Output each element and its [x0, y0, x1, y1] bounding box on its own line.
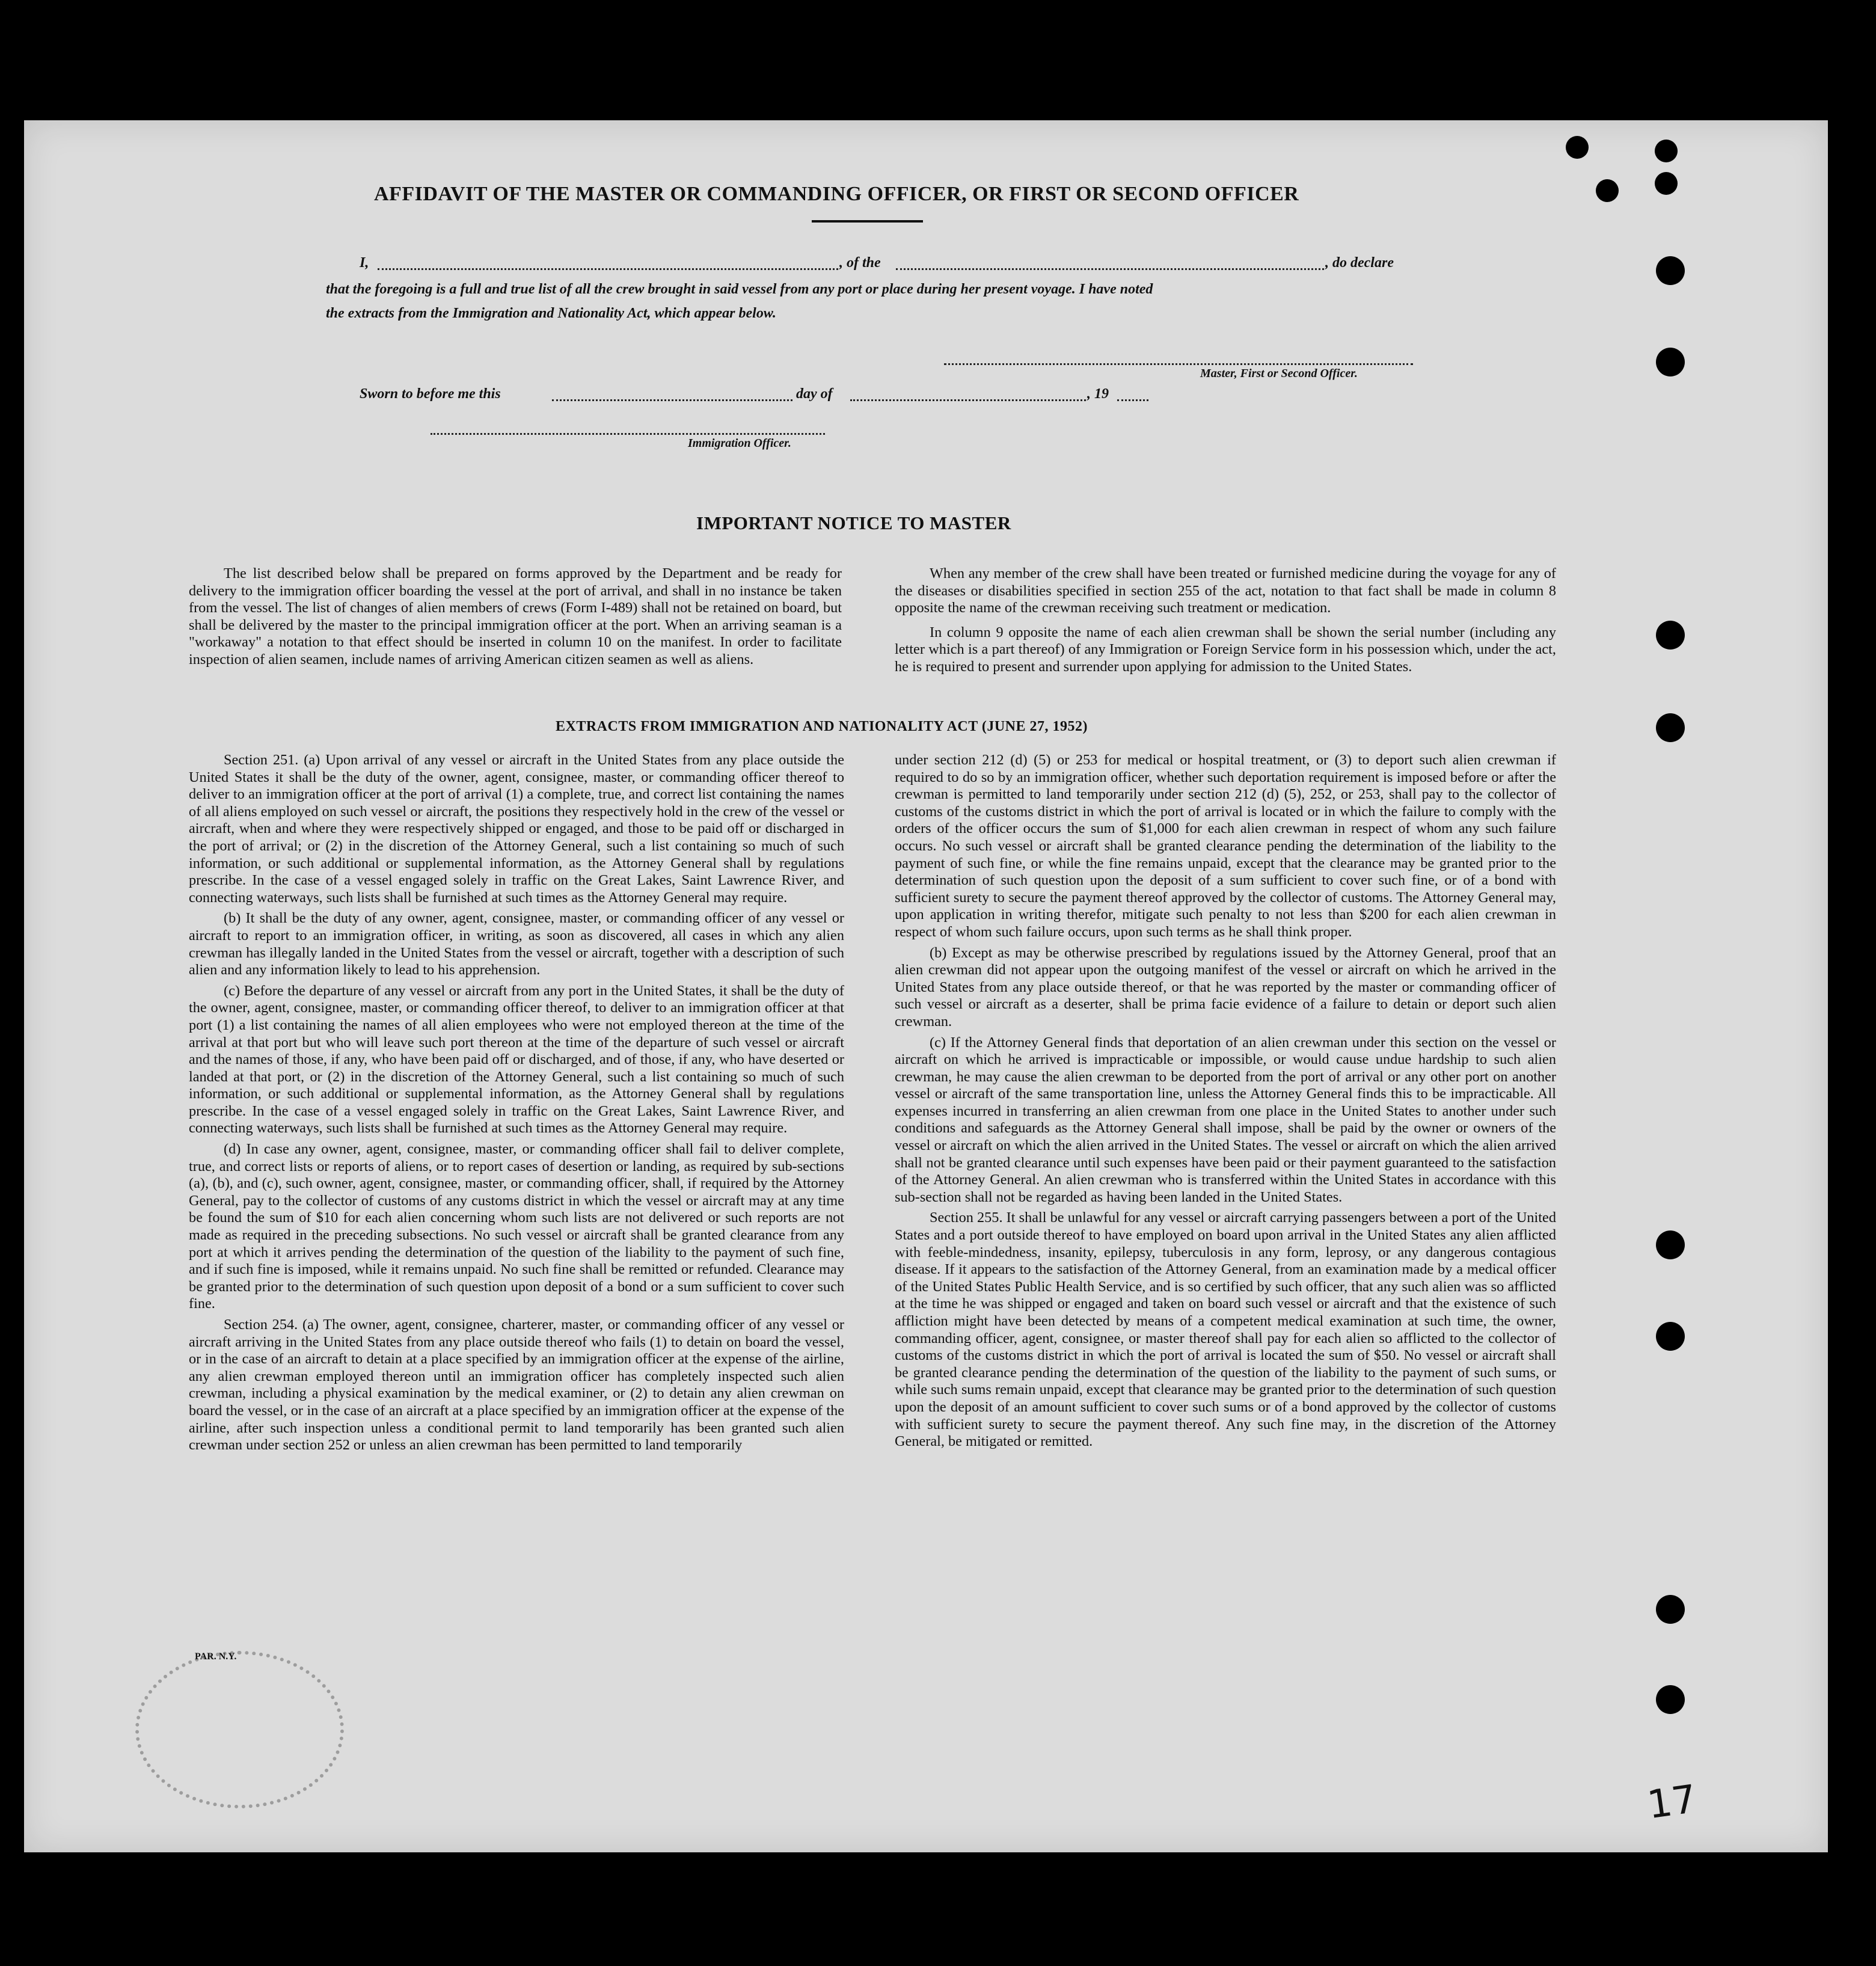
seal-stamp [135, 1651, 344, 1808]
punch-hole [1656, 713, 1685, 742]
handwritten-page-number: 17 [1645, 1777, 1700, 1828]
declaration-line-2: the extracts from the Immigration and Nationality Act, which appear below. [326, 306, 776, 321]
notice-left-column [189, 565, 842, 669]
officer-signature-field[interactable] [431, 433, 825, 435]
punch-hole [1656, 1230, 1685, 1259]
master-signature-field[interactable] [944, 363, 1413, 365]
officer-signature-label: Immigration Officer. [688, 437, 791, 450]
notice-right-paragraph-1: When any member of the crew shall have been treated or furnished medicine during the voyage for any of the diseases or disabilities specified in section 255 of the act, notation to that fact shall be made in column 8 opposite the name of the crewman receiving such treatment or medication. [895, 565, 1556, 616]
section-255: Section 255. It shall be unlawful for any vessel or aircraft carrying passengers between a port of the United States and a port outside thereof to have employed on board upon arrival in the United States any alien afflicted with feeble-mindedness, insanity, epilepsy, tuberculosis in any form, leprosy, or any dangerous contagious disease. If it appears to the satisfaction of the Attorney General, from an examination made by a medical officer of the United States Public Health Service, and is so certified by such officer, that any such alien was so afflicted at the time he was shipped or engaged and taken on board such vessel or aircraft and that the existence of such affliction might have been detected by means of a competent medical examination at such time, the owner, commanding officer, agent, consignee, or master thereof shall pay for each alien so afflicted to the collector of customs of the customs district in which the port of arrival is located the sum of $50. No vessel or aircraft shall be granted clearance pending the determination of the question of the liability to the payment of such sums, or while such sums remain unpaid, except that clearance may be granted prior to the determination of such question upon the deposit of an amount sufficient to cover such sums or of a bond approved by the collector of customs with sufficient surety to secure the payment thereof. Any such fine may, in the discretion of the Attorney General, be mitigated or remitted. [895, 1209, 1556, 1450]
title-rule [812, 220, 923, 223]
punch-hole [1656, 256, 1685, 285]
section-254c: (c) If the Attorney General finds that deportation of an alien crewman under this section on the vessel or aircraft on which he arrived is impracticable or impossible, or would cause undue hardship to such alien crewman, he may cause the alien crewman to be deported from the port of arrival or any other port on another vessel or aircraft of the same transportation line, unless the Attorney General finds this to be impracticable. All expenses incurred in transferring an alien crewman from one place in the United States to another under such conditions and safeguards as the Attorney General shall impose, shall be paid by the owner or owners of the vessel or aircraft on which the alien arrived in the United States. The vessel or aircraft on which the alien arrived shall not be granted clearance until such expenses have been paid or their payment guaranteed to the satisfaction of the Attorney General. An alien crewman who is transferred within the United States in accordance with this sub-section shall not be regarded as having been landed in the United States. [895, 1034, 1556, 1205]
declarant-label: I, [360, 255, 369, 271]
section-251a: Section 251. (a) Upon arrival of any vessel or aircraft in the United States from any place outside the United States it shall be the duty of the owner, agent, consignee, master, or commanding officer thereof to deliver to an immigration officer at the port of arrival (1) a complete, true, and correct list containing the names of all aliens employed on such vessel or aircraft, the positions they respectively hold in the crew of the vessel or aircraft, when and where they were respectively shipped or engaged, and those to be paid off or discharged in the port of arrival; or (2) in the discretion of the Attorney General, such a list containing so much of such information, or such additional or supplemental information, as the Attorney General shall by regulations prescribe. In the case of a vessel engaged solely in traffic on the Great Lakes, Saint Lawrence River, and connecting waterways, such lists shall be furnished at such times as the Attorney General may require. [189, 752, 844, 906]
extracts-title: EXTRACTS FROM IMMIGRATION AND NATIONALITY ACT (JUNE 27, 1952) [556, 719, 1088, 734]
declarant-name-field[interactable] [378, 268, 838, 270]
extracts-right-column [895, 752, 1556, 1451]
notice-left-paragraph: The list described below shall be prepared on forms approved by the Department and be ready for delivery to the immigration officer boarding the vessel at the port of arrival, and shall in no instance be taken from the vessel. The list of changes of alien members of crews (Form I-489) shall not be retained on board, but shall be delivered by the master to the principal immigration officer at the port. When an arriving seaman is a "workaway" a notation to that effect should be inserted in column 10 on the manifest. In order to facilitate inspection of alien seamen, include names of arriving American citizen seamen as well as aliens. [189, 565, 842, 668]
sworn-month-field[interactable] [850, 399, 1086, 401]
punch-hole [1655, 172, 1678, 195]
punch-hole [1656, 621, 1685, 650]
printer-mark: PAR. N.Y. [195, 1651, 237, 1662]
master-signature-label: Master, First or Second Officer. [1200, 367, 1358, 380]
punch-hole [1656, 1595, 1685, 1624]
vessel-name-field[interactable] [896, 268, 1324, 270]
punch-hole [1655, 140, 1678, 162]
of-the-label: , of the [839, 255, 881, 271]
notice-title: IMPORTANT NOTICE TO MASTER [696, 512, 1011, 533]
punch-hole [1656, 348, 1685, 376]
section-254b: (b) Except as may be otherwise prescribed by regulations issued by the Attorney General, proof that an alien crewman did not appear upon the outgoing manifest of the vessel or aircraft on which he arrived in the United States from any place outside thereof, or that he was reported by the master or commanding officer of such vessel or aircraft as a deserter, shall be prima facie evidence of a failure to detain or deport such alien crewman. [895, 944, 1556, 1030]
sworn-day-field[interactable] [552, 399, 792, 401]
section-251c: (c) Before the departure of any vessel or aircraft from any port in the United States, it shall be the duty of the owner, agent, consignee, master, or commanding officer thereof, to deliver to an immigration officer at that port (1) a list containing the names of all alien employees who were not employed thereon at the time of the arrival at that port but who will leave such port thereon at the time of the departure of such vessel or aircraft and the names of those, if any, who have been paid off or discharged, and of those, if any, who have deserted or landed at that port, or (2) in the discretion of the Attorney General, such a list containing so much of such information, or such additional or supplemental information, as the Attorney General shall by regulations prescribe. In the case of a vessel engaged solely in traffic on the Great Lakes, Saint Lawrence River, and connecting waterways, such lists shall be furnished at such times as the Attorney General may require. [189, 982, 844, 1137]
extracts-left-column [189, 752, 844, 1454]
section-251d: (d) In case any owner, agent, consignee, master, or commanding officer shall fail to deliver complete, true, and correct lists or reports of aliens, or to report cases of desertion or landing, as required by sub-sections (a), (b), and (c), such owner, agent, consignee, master, or commanding officer, shall, if required by the Attorney General, pay to the collector of customs of any customs district in which the vessel or aircraft may at any time be found the sum of $10 for each alien concerning whom such lists are not delivered or such reports are not made as required in the preceding subsections. No such vessel or aircraft shall be granted clearance from any port at which it arrives pending the determination of the question of the liability to the payment of such fine, and if such fine is imposed, while it remains unpaid. No such fine shall be remitted or refunded. Clearance may be granted prior to the determination of such question upon deposit of a bond or a sum sufficient to cover such fine. [189, 1141, 844, 1312]
punch-hole [1566, 136, 1589, 159]
year-label: , 19 [1087, 386, 1109, 402]
do-declare-label: , do declare [1325, 255, 1394, 271]
declaration-line-1: that the foregoing is a full and true list of all the crew brought in said vessel from any port or place during her present voyage. I have noted [326, 281, 1153, 297]
affidavit-title: AFFIDAVIT OF THE MASTER OR COMMANDING OFFICER, OR FIRST OR SECOND OFFICER [374, 183, 1299, 205]
notice-right-column [895, 565, 1556, 676]
section-254a: Section 254. (a) The owner, agent, consignee, charterer, master, or commanding officer of any vessel or aircraft arriving in the United States from any place outside thereof who fails (1) to detain on board the vessel, or in the case of an aircraft to detain at a place specified by an immigration officer at the expense of the airline, any alien crewman employed thereon until an immigration officer has completely inspected such alien crewman, including a physical examination by the medical examiner, or (2) to detain any alien crewman on board the vessel, or in the case of an aircraft at a place specified by an immigration officer at the expense of the airline, after such inspection unless a conditional permit to land temporarily has been granted such alien crewman under section 252 or unless an alien crewman has been permitted to land temporarily [189, 1316, 844, 1454]
punch-hole [1656, 1322, 1685, 1351]
sworn-year-field[interactable] [1117, 399, 1148, 401]
section-254a-continued: under section 212 (d) (5) or 253 for medical or hospital treatment, or (3) to deport such alien crewman if required to do so by an immigration officer, whether such deportation requirement is imposed before or after the crewman is permitted to land temporarily under section 212 (d) (5), 252, or 253, shall pay to the collector of customs of the customs district in which the port of arrival is located or in which the failure to comply with the orders of the officer occurs the sum of $1,000 for each alien crewman in respect of whom any such failure occurs. No such vessel or aircraft shall be granted clearance pending the determination of the liability to the payment of such fine, or while the fine remains unpaid, except that the clearance may be granted prior to the determination of such question upon the deposit of a sum sufficient to cover such fine, or of a bond with sufficient surety to secure the payment thereof approved by the collector of customs. The Attorney General may, upon application in writing therefor, mitigate such penalty to not less than $200 for each alien crewman in respect of whom such failure occurs, upon such terms as he shall think proper. [895, 752, 1556, 940]
day-of-label: day of [796, 386, 833, 402]
sworn-label: Sworn to before me this [360, 386, 501, 402]
section-251b: (b) It shall be the duty of any owner, agent, consignee, master, or commanding officer of any vessel or aircraft to report to an immigration officer, in writing, as soon as discovered, all cases in which any alien crewman has illegally landed in the United States from the vessel or aircraft, together with a description of such alien and any information likely to lead to his apprehension. [189, 910, 844, 978]
punch-hole [1656, 1685, 1685, 1714]
notice-right-paragraph-2: In column 9 opposite the name of each alien crewman shall be shown the serial number (including any letter which is a part thereof) of any Immigration or Foreign Service form in his possession which, under the act, he is required to present and surrender upon applying for admission to the United States. [895, 624, 1556, 675]
punch-hole [1596, 179, 1619, 202]
